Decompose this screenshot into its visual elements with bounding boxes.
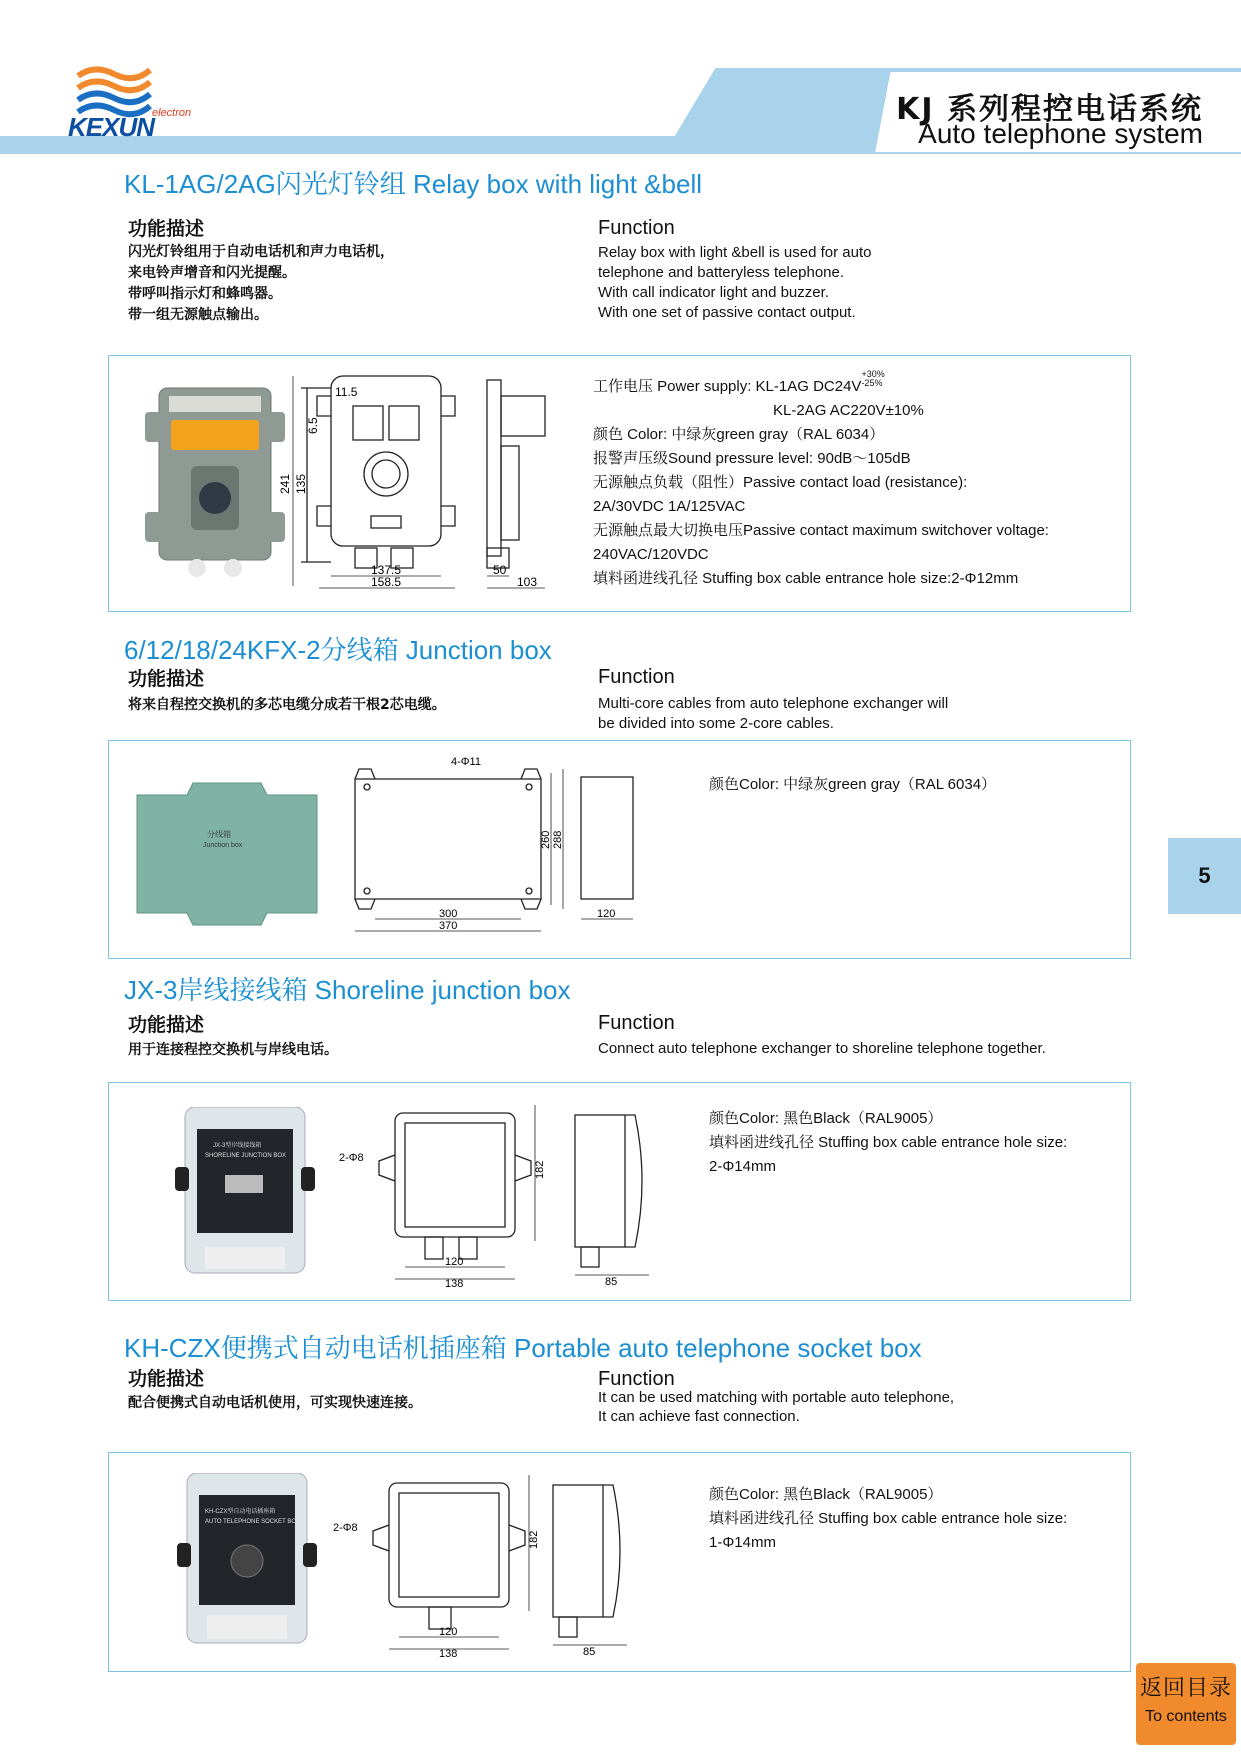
product-panel-shoreline-box (108, 1082, 1131, 1301)
shoreline-box-drawing (335, 1091, 555, 1291)
text-line: 闪光灯铃组用于自动电话机和声力电话机， (128, 244, 394, 260)
spec-line: 2-Φ14mm (709, 1158, 776, 1175)
text-line: be divided into some 2-core cables. (598, 715, 834, 732)
spec-line: 240VAC/120VDC (593, 546, 709, 563)
dim-label: 103 (517, 575, 538, 589)
function-text-en: Connect auto telephone exchanger to shoreline telephone together. (598, 1040, 1046, 1057)
photo-label: 分线箱 (207, 830, 231, 839)
spec-list (593, 370, 1049, 591)
text-line: telephone and batteryless telephone. (598, 264, 845, 281)
function-heading-en: Function (598, 666, 675, 688)
spec-line: 填料函进线孔径 Stuffing box cable entrance hole size: (709, 1134, 1068, 1151)
spec-list (709, 1107, 1067, 1179)
junction-box-drawing (341, 749, 641, 949)
socket-box-side-drawing (543, 1461, 643, 1661)
spec-line: 无源触点负载（阻性）Passive contact load (resistance): (593, 474, 968, 491)
section-title-junction-box: 6/12/18/24KFX-2分线箱 Junction box (124, 635, 552, 665)
text-line: Multi-core cables from auto telephone exchanger will (598, 695, 949, 712)
page-title-en: Auto telephone system (918, 118, 1203, 149)
shoreline-box-side-drawing (565, 1091, 665, 1291)
dim-label: 182 (534, 1160, 546, 1179)
function-text-cn: 配合便携式自动电话机使用，可实现快速连接。 (128, 1395, 422, 1411)
spec-line: 1-Φ14mm (709, 1534, 776, 1551)
junction-box-photo (127, 779, 327, 929)
text-line: It can achieve fast connection. (598, 1408, 800, 1425)
dim-label: 288 (552, 830, 564, 849)
spec-line: 填料函进线孔径 Stuffing box cable entrance hole size:2-Φ12mm (593, 570, 1019, 587)
dim-label: 4-Φ11 (451, 756, 481, 768)
function-text-en (598, 243, 871, 323)
dim-label: 260 (540, 830, 552, 849)
function-heading-en: Function (598, 217, 675, 239)
product-panel-socket-box (108, 1452, 1131, 1672)
dim-label: 182 (528, 1530, 540, 1549)
section-title-relay-box: KL-1AG/2AG闪光灯铃组 Relay box with light &bell (124, 169, 702, 199)
relay-box-side-drawing (477, 366, 567, 596)
photo-label: Junction box (203, 842, 243, 849)
socket-box-photo (177, 1473, 327, 1649)
section-title-shoreline-box: JX-3岸线接线箱 Shoreline junction box (124, 975, 571, 1005)
function-text-en (598, 694, 948, 734)
text-line: Relay box with light &bell is used for auto (598, 244, 872, 261)
relay-box-photo (145, 382, 285, 582)
spec-color: 颜色Color: 中绿灰green gray（RAL 6034） (709, 776, 997, 793)
back-label-cn: 返回目录 (1139, 1676, 1232, 1701)
dim-label: 85 (605, 1276, 618, 1288)
kexun-logo-icon (74, 62, 154, 118)
function-heading-cn: 功能描述 (128, 1368, 205, 1390)
spec-line: 颜色Color: 黑色Black（RAL9005） (709, 1486, 943, 1503)
photo-label: KH-CZX型自动电话插座箱 (205, 1509, 276, 1515)
shoreline-box-photo (175, 1107, 325, 1277)
page-section-tab[interactable]: 5 (1168, 838, 1241, 914)
dim-label: 11.5 (335, 385, 358, 399)
spec-power: 工作电压 Power supply: KL-1AG DC24V+30% -25% (593, 369, 885, 395)
function-heading-cn: 功能描述 (128, 218, 205, 240)
back-label-en: To contents (1145, 1708, 1227, 1725)
function-heading-cn: 功能描述 (128, 1014, 205, 1036)
function-text-cn: 将来自程控交换机的多芯电缆分成若干根2芯电缆。 (128, 697, 446, 713)
logo-subtext: electron (152, 107, 192, 119)
text-line: It can be used matching with portable auto telephone, (598, 1389, 955, 1406)
dim-label: 300 (439, 908, 458, 920)
function-text-en (598, 1388, 954, 1426)
text-line: 带一组无源触点输出。 (128, 307, 268, 323)
photo-label: JX-3型岸线接线箱 (213, 1143, 262, 1149)
dim-label: 2-Φ8 (333, 1522, 358, 1534)
dim-label: 158.5 (371, 575, 402, 589)
spec-line: 2A/30VDC 1A/125VAC (593, 498, 746, 515)
socket-box-drawing (329, 1461, 549, 1661)
spec-line: 颜色Color: 黑色Black（RAL9005） (709, 1110, 943, 1127)
spec-line: 无源触点最大切换电压Passive contact maximum switchover voltage: (593, 522, 1049, 539)
tolerance: +30% -25% (861, 369, 885, 388)
product-panel-relay-box (108, 355, 1131, 612)
dim-label: 85 (583, 1646, 596, 1658)
function-heading-en: Function (598, 1368, 675, 1390)
logo-text: KEXUN (68, 112, 155, 142)
spec-line: 报警声压级Sound pressure level: 90dB～105dB (593, 450, 911, 467)
dim-label: 120 (439, 1626, 458, 1638)
function-text-cn: 用于连接程控交换机与岸线电话。 (128, 1042, 338, 1058)
dim-label: 6.5 (306, 417, 320, 434)
dim-label: 241 (278, 473, 292, 494)
spec-line: KL-2AG AC220V±10% (773, 402, 924, 419)
text-line: 来电铃声增音和闪光提醒。 (128, 265, 296, 281)
dim-label: 2-Φ8 (339, 1152, 364, 1164)
dim-label: 50 (493, 563, 507, 577)
product-panel-junction-box (108, 740, 1131, 959)
function-text-cn (128, 242, 394, 326)
spec-line: 颜色 Color: 中绿灰green gray（RAL 6034） (593, 426, 885, 443)
function-heading-cn: 功能描述 (128, 668, 205, 690)
dim-label: 120 (445, 1256, 464, 1268)
text-line: 带呼叫指示灯和蜂鸣器。 (128, 286, 282, 302)
function-heading-en: Function (598, 1012, 675, 1034)
dim-label: 135 (294, 473, 308, 494)
text-line: With call indicator light and buzzer. (598, 284, 829, 301)
spec-line: 填料函进线孔径 Stuffing box cable entrance hole size: (709, 1510, 1068, 1527)
text-line: With one set of passive contact output. (598, 304, 856, 321)
dim-label: 137.5 (371, 563, 402, 577)
section-title-socket-box: KH-CZX便携式自动电话机插座箱 Portable auto telephone socket box (124, 1333, 922, 1363)
back-to-contents-button[interactable] (1136, 1663, 1236, 1745)
dim-label: 120 (597, 908, 616, 920)
spec-list (709, 1483, 1067, 1555)
dim-label: 138 (445, 1278, 464, 1290)
photo-label: AUTO TELEPHONE SOCKET BOX (205, 1519, 301, 1525)
page-title-cn: KJ 系列程控电话系统 (896, 92, 1203, 127)
dim-label: 370 (439, 920, 458, 932)
photo-label: SHORELINE JUNCTION BOX (205, 1153, 287, 1159)
dim-label: 138 (439, 1648, 458, 1660)
